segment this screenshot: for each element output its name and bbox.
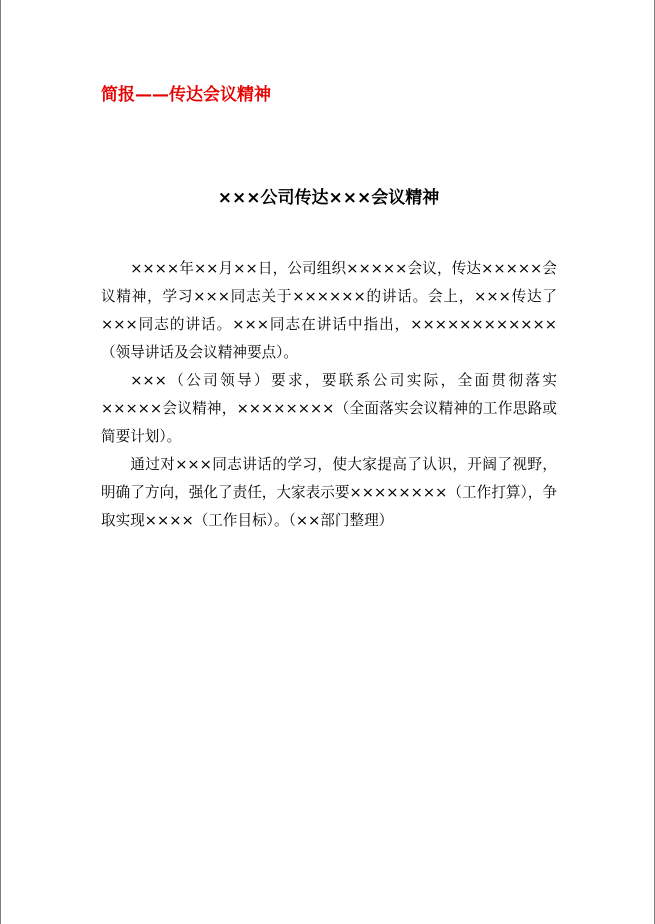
- body-paragraph-2: ×××（公司领导）要求，要联系公司实际，全面贯彻落实×××××会议精神，××××××××（全面落实会议精神的工作思路或简要计划）。: [101, 372, 557, 445]
- body-paragraph-3: 通过对×××同志讲话的学习，使大家提高了认识，开阔了视野，明确了方向，强化了责任，大家表示要××××××××（工作打算），争取实现××××（工作目标）。（××部门整理）: [101, 456, 557, 529]
- body-paragraph-1: ××××年××月××日，公司组织×××××会议，传达×××××会议精神，学习×××同志关于××××××的讲话。会上，×××传达了×××同志的讲话。×××同志在讲话中指出，××××××××××××（领导讲话及会议精神要点）。: [101, 260, 557, 361]
- document-body: [101, 255, 557, 535]
- document-label: 简报——传达会议精神: [101, 85, 271, 105]
- document-title: ×××公司传达×××会议精神: [217, 188, 440, 208]
